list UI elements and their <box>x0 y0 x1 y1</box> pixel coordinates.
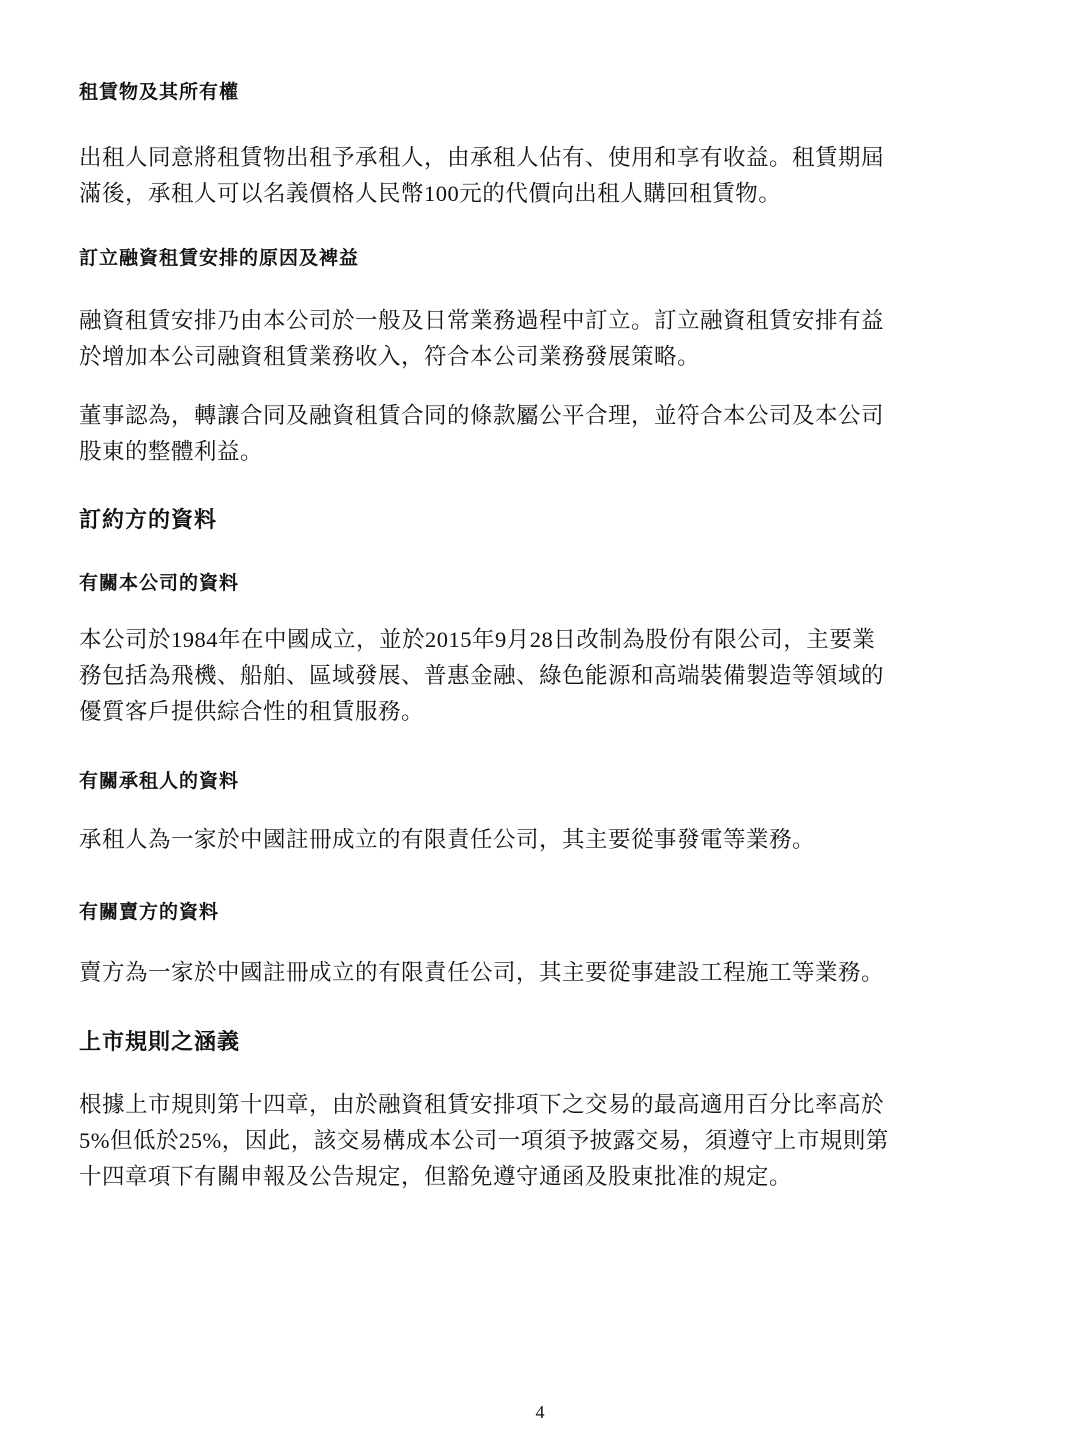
text-line: 十四章項下有關申報及公告規定，但豁免遵守通函及股東批准的規定。 <box>79 1164 793 1189</box>
text-line: 本公司於1984年在中國成立，並於2015年9月28日改制為股份有限公司，主要業 <box>79 627 876 652</box>
text-line: 董事認為，轉讓合同及融資租賃合同的條款屬公平合理，並符合本公司及本公司 <box>79 403 885 428</box>
text-line: 出租人同意將租賃物出租予承租人，由承租人佔有、使用和享有收益。租賃期屆 <box>79 145 885 170</box>
text-line: 融資租賃安排乃由本公司於一般及日常業務過程中訂立。訂立融資租賃安排有益 <box>79 308 885 333</box>
paragraph-listing-rules <box>79 1087 1004 1195</box>
text-line: 股東的整體利益。 <box>79 439 264 464</box>
page-number: 4 <box>535 1402 545 1422</box>
text-line: 根據上市規則第十四章，由於融資租賃安排項下之交易的最高適用百分比率高於 <box>79 1092 885 1117</box>
text-line: 務包括為飛機、船舶、區域發展、普惠金融、綠色能源和高端裝備製造等領域的 <box>79 663 885 688</box>
paragraph-company-info <box>79 622 1004 730</box>
paragraph-leased-assets <box>79 140 1004 212</box>
text-line: 優質客戶提供綜合性的租賃服務。 <box>79 699 425 724</box>
subsection-heading-seller-info: 有關賣方的資料 <box>79 901 220 923</box>
text-line: 承租人為一家於中國註冊成立的有限責任公司，其主要從事發電等業務。 <box>79 827 816 852</box>
text-line: 5%但低於25%，因此，該交易構成本公司一項須予披露交易，須遵守上市規則第 <box>79 1128 889 1153</box>
section-heading-leased-assets-ownership: 租賃物及其所有權 <box>79 81 240 103</box>
subsection-heading-lessee-info: 有關承租人的資料 <box>79 770 240 792</box>
paragraph-lessee-info <box>79 822 1004 858</box>
section-heading-listing-rules-implications: 上市規則之涵義 <box>79 1030 241 1055</box>
paragraph-reasons <box>79 303 1004 375</box>
text-line: 賣方為一家於中國註冊成立的有限責任公司，其主要從事建設工程施工等業務。 <box>79 960 885 985</box>
text-line: 於增加本公司融資租賃業務收入，符合本公司業務發展策略。 <box>79 344 701 369</box>
section-heading-reasons-benefits: 訂立融資租賃安排的原因及裨益 <box>79 247 360 269</box>
paragraph-seller-info <box>79 955 1004 991</box>
paragraph-directors-view <box>79 398 1004 470</box>
section-heading-parties-info: 訂約方的資料 <box>79 508 218 533</box>
document-page <box>79 0 1004 1440</box>
text-line: 滿後，承租人可以名義價格人民幣100元的代價向出租人購回租賃物。 <box>79 181 782 206</box>
subsection-heading-company-info: 有關本公司的資料 <box>79 572 240 594</box>
